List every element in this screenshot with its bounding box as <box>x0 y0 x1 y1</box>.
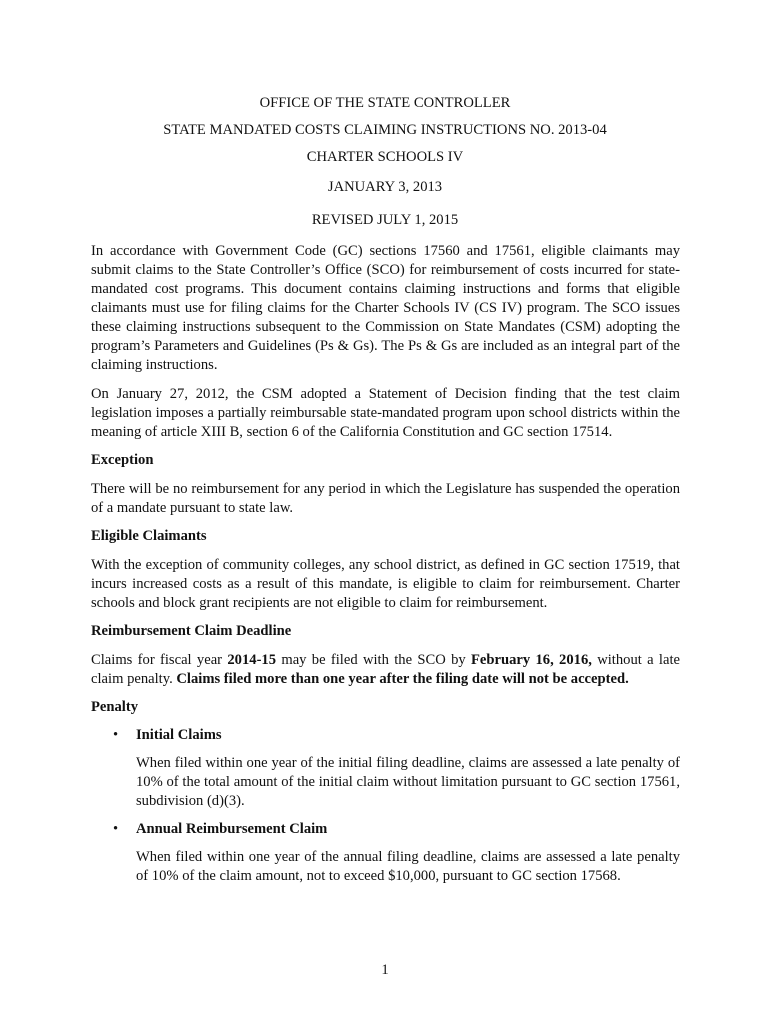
document-body <box>91 242 680 886</box>
annual-claim-title: Annual Reimbursement Claim <box>136 821 328 837</box>
header-office: OFFICE OF THE STATE CONTROLLER <box>259 95 511 111</box>
penalty-heading: Penalty <box>91 699 139 715</box>
intro-paragraph: In accordance with Government Code (GC) sections 17560 and 17561, eligible claimants may submit claims to the State Controller’s Office (SCO) for reimbursement of costs incurred for state-mandated cost programs. This document contains claiming instructions and forms that eligible claimants must use for filing claims for the Charter Schools IV (CS IV) program. The SCO issues these claiming instructions subsequent to the Commission on State Mandates (CSM) adopting the program’s Parameters and Guidelines (Ps & Gs). The Ps & Gs are included as an integral part of the claiming instructions. <box>91 243 680 373</box>
initial-claims-item <box>91 726 680 745</box>
page-number: 1 <box>381 962 389 978</box>
decision-paragraph: On January 27, 2012, the CSM adopted a Statement of Decision finding that the test claim legislation imposes a partially reimbursable state-mandated program upon school districts within the meaning of article XIII B, section 6 of the California Constitution and GC section 17514. <box>91 386 680 440</box>
claim-deadline-heading: Reimbursement Claim Deadline <box>91 623 292 639</box>
eligible-claimants-heading: Eligible Claimants <box>91 528 207 544</box>
header-date: JANUARY 3, 2013 <box>327 179 443 195</box>
claim-deadline-text: Claims for fiscal year 2014-15 may be filed with the SCO by February 16, 2016, without a late claim penalty. Claims filed more than one year after the filing date will not be accepted. <box>91 652 680 687</box>
bullet-icon: • <box>113 821 119 837</box>
annual-claim-item <box>91 820 680 839</box>
header-revised-date: REVISED JULY 1, 2015 <box>311 212 459 228</box>
bullet-icon: • <box>113 727 119 743</box>
exception-heading: Exception <box>91 452 154 468</box>
exception-text: There will be no reimbursement for any period in which the Legislature has suspended the operation of a mandate pursuant to state law. <box>91 481 680 516</box>
header-instructions-number: STATE MANDATED COSTS CLAIMING INSTRUCTIONS NO. 2013-04 <box>163 122 607 138</box>
header-program-name: CHARTER SCHOOLS IV <box>306 149 464 165</box>
initial-claims-text: When filed within one year of the initial filing deadline, claims are assessed a late penalty of 10% of the total amount of the initial claim without limitation pursuant to GC section 17561, subdivision (d)(3). <box>136 755 680 809</box>
initial-claims-title: Initial Claims <box>136 727 222 743</box>
eligible-claimants-text: With the exception of community colleges, any school district, as defined in GC section 17519, that incurs increased costs as a result of this mandate, is eligible to claim for reimbursement. Charter schools and block grant recipients are not eligible to claim for reimbursement. <box>91 557 680 611</box>
annual-claim-text: When filed within one year of the annual filing deadline, claims are assessed a late penalty of 10% of the claim amount, not to exceed $10,000, pursuant to GC section 17568. <box>136 849 680 884</box>
